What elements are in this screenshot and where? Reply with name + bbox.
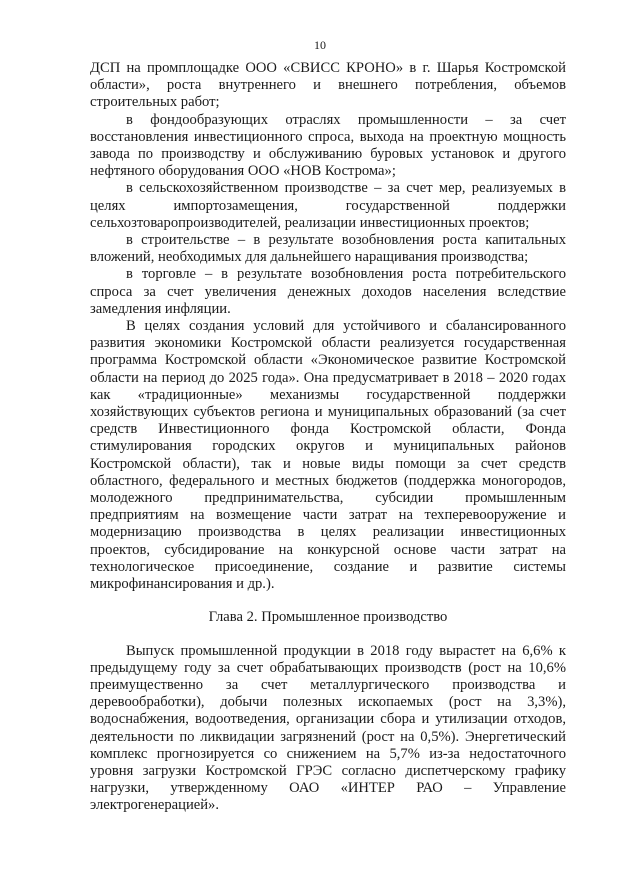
paragraph-agriculture: в сельскохозяйственном производстве – за счет мер, реализуемых в целях импортозамещения, государственной поддержки сельхозтоваропроизводителей, реализации инвестиционных проектов;: [90, 180, 566, 231]
page-number: 10: [314, 38, 326, 52]
document-body: [90, 60, 566, 815]
paragraph-continuation: ДСП на промплощадке ООО «СВИСС КРОНО» в г. Шарья Костромской области», роста внутреннего и внешнего потребления, объемов строительных работ;: [90, 60, 566, 111]
paragraph-state-program: В целях создания условий для устойчивого и сбалансированного развития экономики Костромской области реализуется государственная программа Костромской области «Экономическое развитие Костромской области на период до 2025 года». Она предусматривает в 2018 – 2020 годах как «традиционные» механизмы государственной поддержки хозяйствующих субъектов региона и муниципальных образований (за счет средств Инвестиционного фонда Костромской области, Фонда стимулирования городских округов и муниципальных районов Костромской области), так и новые виды помощи за счет средств областного, федерального и местных бюджетов (поддержка моногородов, молодежного предпринимательства, субсидии промышленным предприятиям на возмещение части затрат на техперевооружение и модернизацию производства в целях реализации инвестиционных проектов, субсидирование на конкурсной основе части затрат на технологическое присоединение, создание и развитие системы микрофинансирования и др.).: [90, 318, 566, 593]
chapter-heading: Глава 2. Промышленное производство: [208, 609, 448, 626]
paragraph-construction: в строительстве – в результате возобновления роста капитальных вложений, необходимых для дальнейшего наращивания производства;: [90, 232, 566, 266]
paragraph-trade: в торговле – в результате возобновления роста потребительского спроса за счет увеличения денежных доходов населения вследствие замедления инфляции.: [90, 266, 566, 317]
paragraph-industrial-output: Выпуск промышленной продукции в 2018 году вырастет на 6,6% к предыдущему году за счет обрабатывающих производств (рост на 10,6% преимущественно за счет металлургического производства и деревообработки), добычи полезных ископаемых (рост на 3,3%), водоснабжения, водоотведения, организации сбора и утилизации отходов, деятельности по ликвидации загрязнений (рост на 0,5%). Энергетический комплекс прогнозируется со снижением на 5,7% из-за недостаточного уровня загрузки Костромской ГРЭС согласно диспетчерскому графику нагрузки, утвержденному ОАО «ИНТЕР РАО – Управление электрогенерацией».: [90, 642, 566, 814]
paragraph-industry: в фондообразующих отраслях промышленности – за счет восстановления инвестиционного спроса, выхода на проектную мощность завода по производству и обслуживанию буровых установок и другого нефтяного оборудования ООО «НОВ Кострома»;: [90, 111, 566, 180]
